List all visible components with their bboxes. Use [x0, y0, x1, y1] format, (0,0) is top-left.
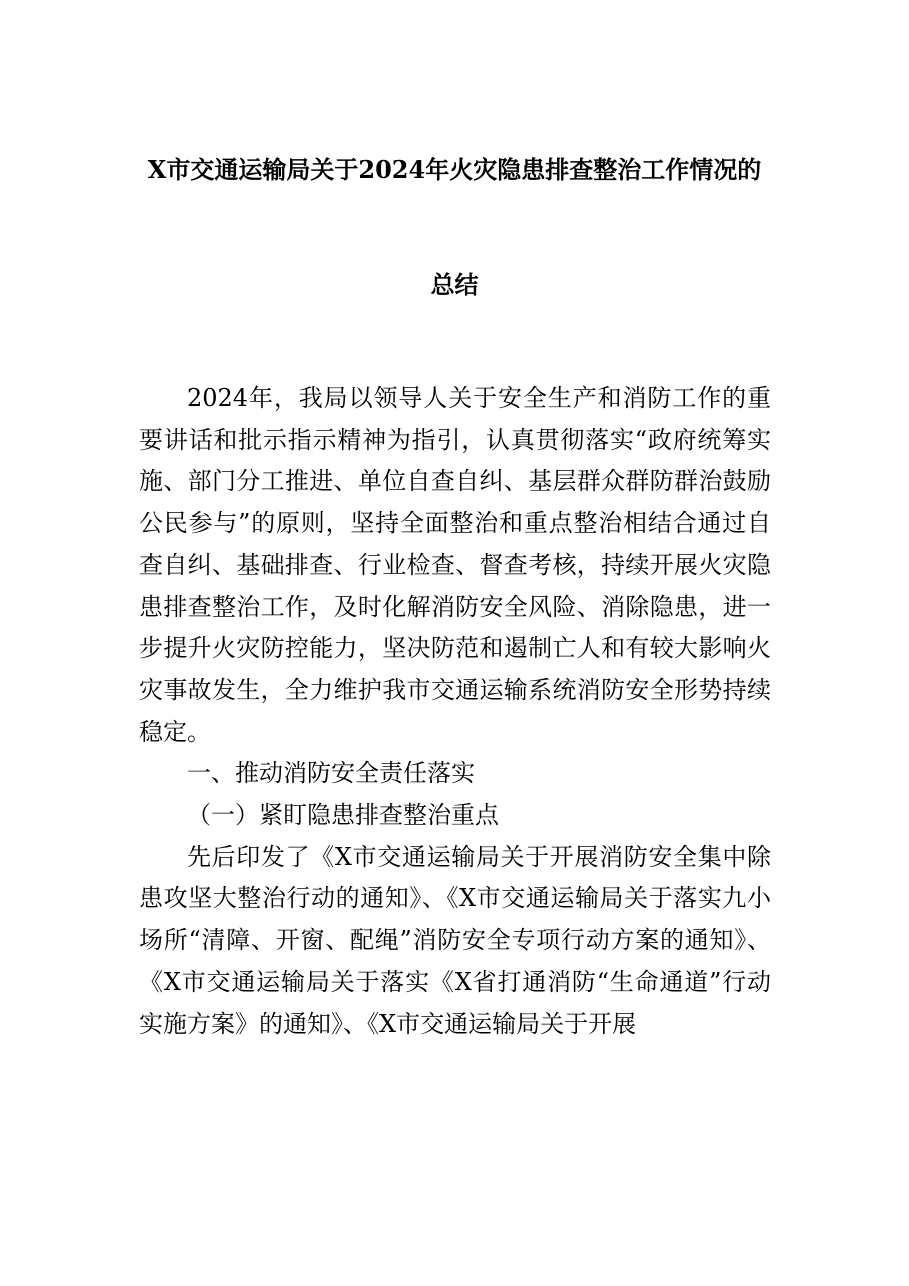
document-body	[139, 378, 771, 1045]
document-title-line-2: 总结	[430, 270, 479, 299]
body-paragraph-2: 先后印发了《X市交通运输局关于开展消防安全集中除患攻坚大整治行动的通知》、《X市交通运输局关于落实九小场所“清障、开窗、配绳”消防安全专项行动方案的通知》、《X市交通运输局关于落实《X省打通消防“生命通道”行动实施方案》的通知》、《X市交通运输局关于开展	[139, 842, 771, 1038]
section-heading-1: 一、推动消防安全责任落实	[187, 759, 475, 788]
document-title-line-1: X市交通运输局关于2024年火灾隐患排查整治工作情况的	[147, 155, 762, 184]
subsection-heading-1: （一）紧盯隐患排查整治重点	[187, 801, 499, 830]
intro-paragraph: 2024年，我局以领导人关于安全生产和消防工作的重要讲话和批示指示精神为指引，认真贯彻落实“政府统筹实施、部门分工推进、单位自查自纠、基层群众群防群治鼓励公民参与”的原则，坚持全面整治和重点整治相结合通过自查自纠、基础排查、行业检查、督查考核，持续开展火灾隐患排查整治工作，及时化解消防安全风险、消除隐患，进一步提升火灾防控能力，坚决防范和遏制亡人和有较大影响火灾事故发生，全力维护我市交通运输系统消防安全形势持续稳定。	[139, 384, 771, 746]
